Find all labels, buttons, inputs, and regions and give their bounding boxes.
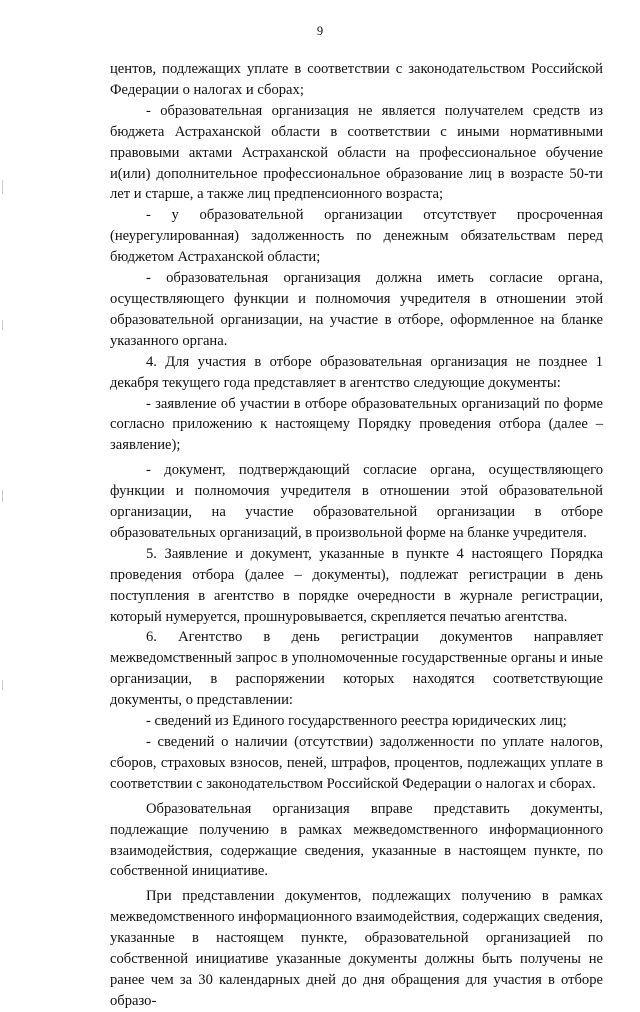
paragraph: - заявление об участии в отборе образовательных организаций по форме согласно приложению к настоящему Порядку проведения отбора (далее – заявление);: [110, 395, 603, 454]
paragraph: - образовательная организация должна иметь согласие органа, осуществляющего функции и полномочия учредителя в отношении этой образовательной организации, на участие в отборе, оформленное на бланке указанного органа.: [110, 270, 603, 349]
paragraph: Образовательная организация вправе представить документы, подлежащие получению в рамках межведомственного информационного взаимодействия, содержащие сведения, указанные в настоящем пункте, по собственной инициативе.: [110, 800, 603, 880]
paragraph: 5. Заявление и документ, указанные в пункте 4 настоящего Порядка проведения отбора (далее – документы), подлежат регистрации в день поступления в агентство в порядке очередности в журнале регистрации, который нумеруется, прошнуровывается, скрепляется печатью агентства.: [110, 545, 603, 625]
binding-margin-marks: [2, 160, 32, 760]
paragraph: При представлении документов, подлежащих получению в рамках межведомственного информационного взаимодействия, содержащих сведения, указанные в настоящем пункте, образовательной организацией по собственной инициативе указанные документы должны быть получены не ранее чем за 30 календарных дней до дня обращения для участия в отборе образо-: [110, 888, 603, 1009]
paragraph: - документ, подтверждающий согласие органа, осуществляющего функции и полномочия учредителя в отношении этой образовательной организации, на участие образовательной организации в отборе образовательных организаций, в произвольной форме на бланке учредителя.: [110, 462, 603, 541]
document-body: [110, 59, 603, 1012]
paragraph: - сведений из Единого государственного реестра юридических лиц;: [146, 713, 567, 730]
paragraph: - у образовательной организации отсутствует просроченная (неурегулированная) задолженность по денежным обязательствам перед бюджетом Астраханской области;: [110, 207, 603, 266]
page-number: 9: [316, 24, 324, 38]
paragraph: 6. Агентство в день регистрации документов направляет межведомственный запрос в уполномоченные государственные органы и иные организации, в распоряжении которых находятся соответствующие документы, о представлении:: [110, 629, 603, 709]
paragraph: 4. Для участия в отборе образовательная организация не позднее 1 декабря текущего года представляет в агентство следующие документы:: [110, 353, 603, 391]
paragraph: - сведений о наличии (отсутствии) задолженности по уплате налогов, сборов, страховых взносов, пеней, штрафов, процентов, подлежащих уплате в соответствии с законодательством Российской Федерации о налогах и сборах.: [110, 734, 603, 792]
paragraph: центов, подлежащих уплате в соответствии с законодательством Российской Федерации о налогах и сборах;: [110, 61, 603, 98]
paragraph: - образовательная организация не является получателем средств из бюджета Астраханской области в соответствии с иными нормативными правовыми актами Астраханской области на профессиональное обучение и(или) дополнительное профессиональное образование лиц в возрасте 50-ти лет и старше, а также лиц предпенсионного возраста;: [110, 102, 603, 203]
